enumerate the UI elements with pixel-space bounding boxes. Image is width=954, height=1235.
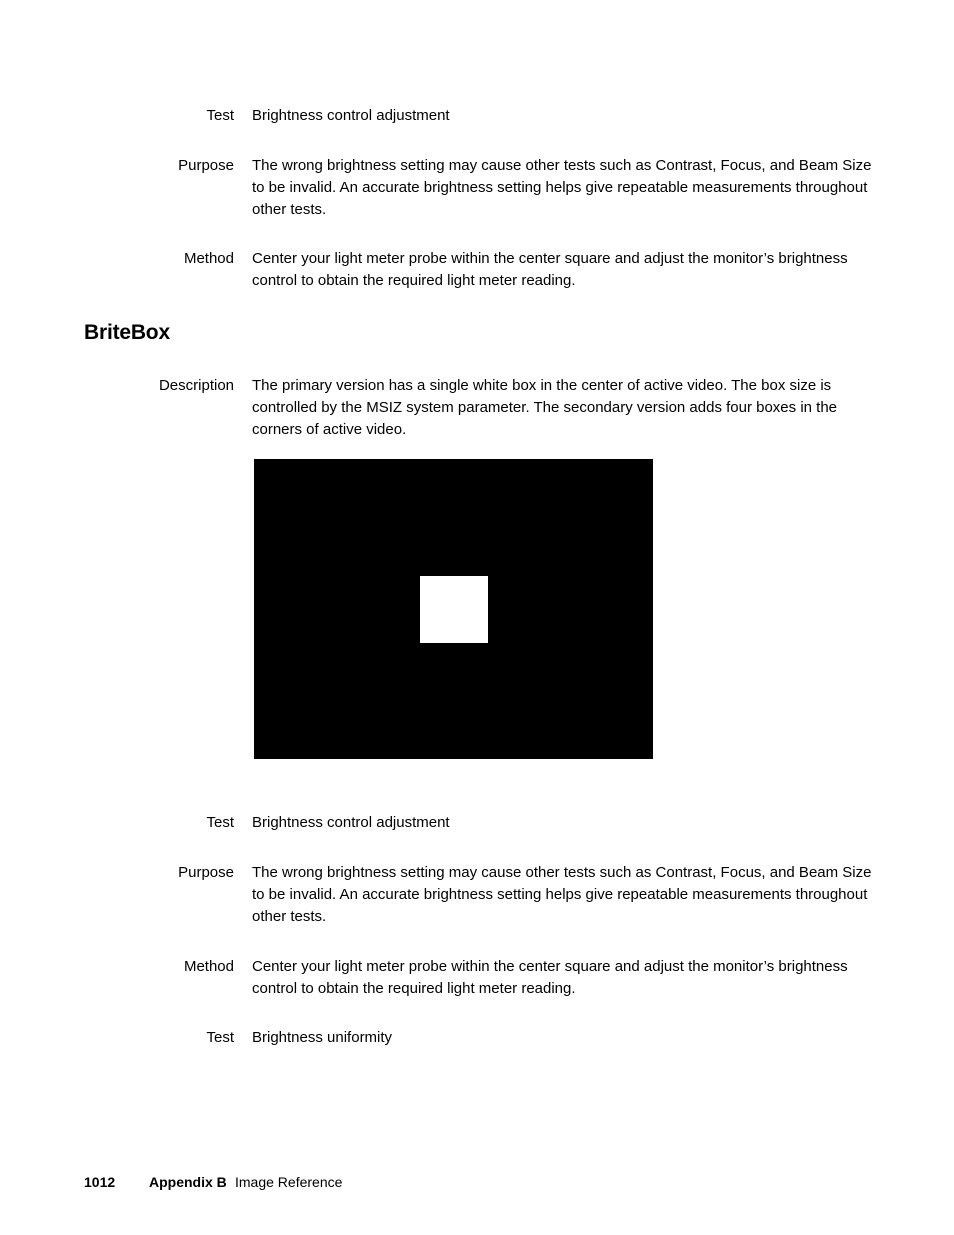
- purpose-label: Purpose: [178, 864, 234, 881]
- method-text: Center your light meter probe within the center square and adjust the monitor’s brightness control to obtain the required light meter reading.: [252, 250, 848, 289]
- method-label: Method: [183, 958, 234, 975]
- test-label: Test: [206, 1029, 234, 1046]
- section-title: BriteBox: [84, 321, 170, 344]
- footer-section: Image Reference: [235, 1174, 343, 1190]
- britebox-figure: [254, 459, 653, 759]
- page-number: 1012: [84, 1174, 116, 1190]
- purpose-label: Purpose: [178, 157, 234, 174]
- test-label: Test: [206, 107, 234, 124]
- test-text: Brightness control adjustment: [252, 814, 450, 831]
- method-label: Method: [183, 250, 234, 267]
- description-text: The primary version has a single white box in the center of active video. The box size is controlled by the MSIZ system parameter. The secondary version adds four boxes in the corners of active video.: [252, 377, 838, 438]
- test-label: Test: [206, 814, 234, 831]
- purpose-text: The wrong brightness setting may cause other tests such as Contrast, Focus, and Beam Size to be invalid. An accurate brightness setting helps give repeatable measurements throughout other tests.: [252, 864, 872, 925]
- purpose-text: The wrong brightness setting may cause other tests such as Contrast, Focus, and Beam Size to be invalid. An accurate brightness setting helps give repeatable measurements throughout other tests.: [252, 157, 872, 218]
- method-text: Center your light meter probe within the center square and adjust the monitor’s brightness control to obtain the required light meter reading.: [252, 958, 848, 997]
- center-white-box: [420, 576, 488, 643]
- test-text: Brightness control adjustment: [252, 107, 450, 124]
- description-label: Description: [158, 377, 234, 394]
- test-text: Brightness uniformity: [252, 1029, 393, 1046]
- footer-appendix: Appendix B: [149, 1174, 227, 1190]
